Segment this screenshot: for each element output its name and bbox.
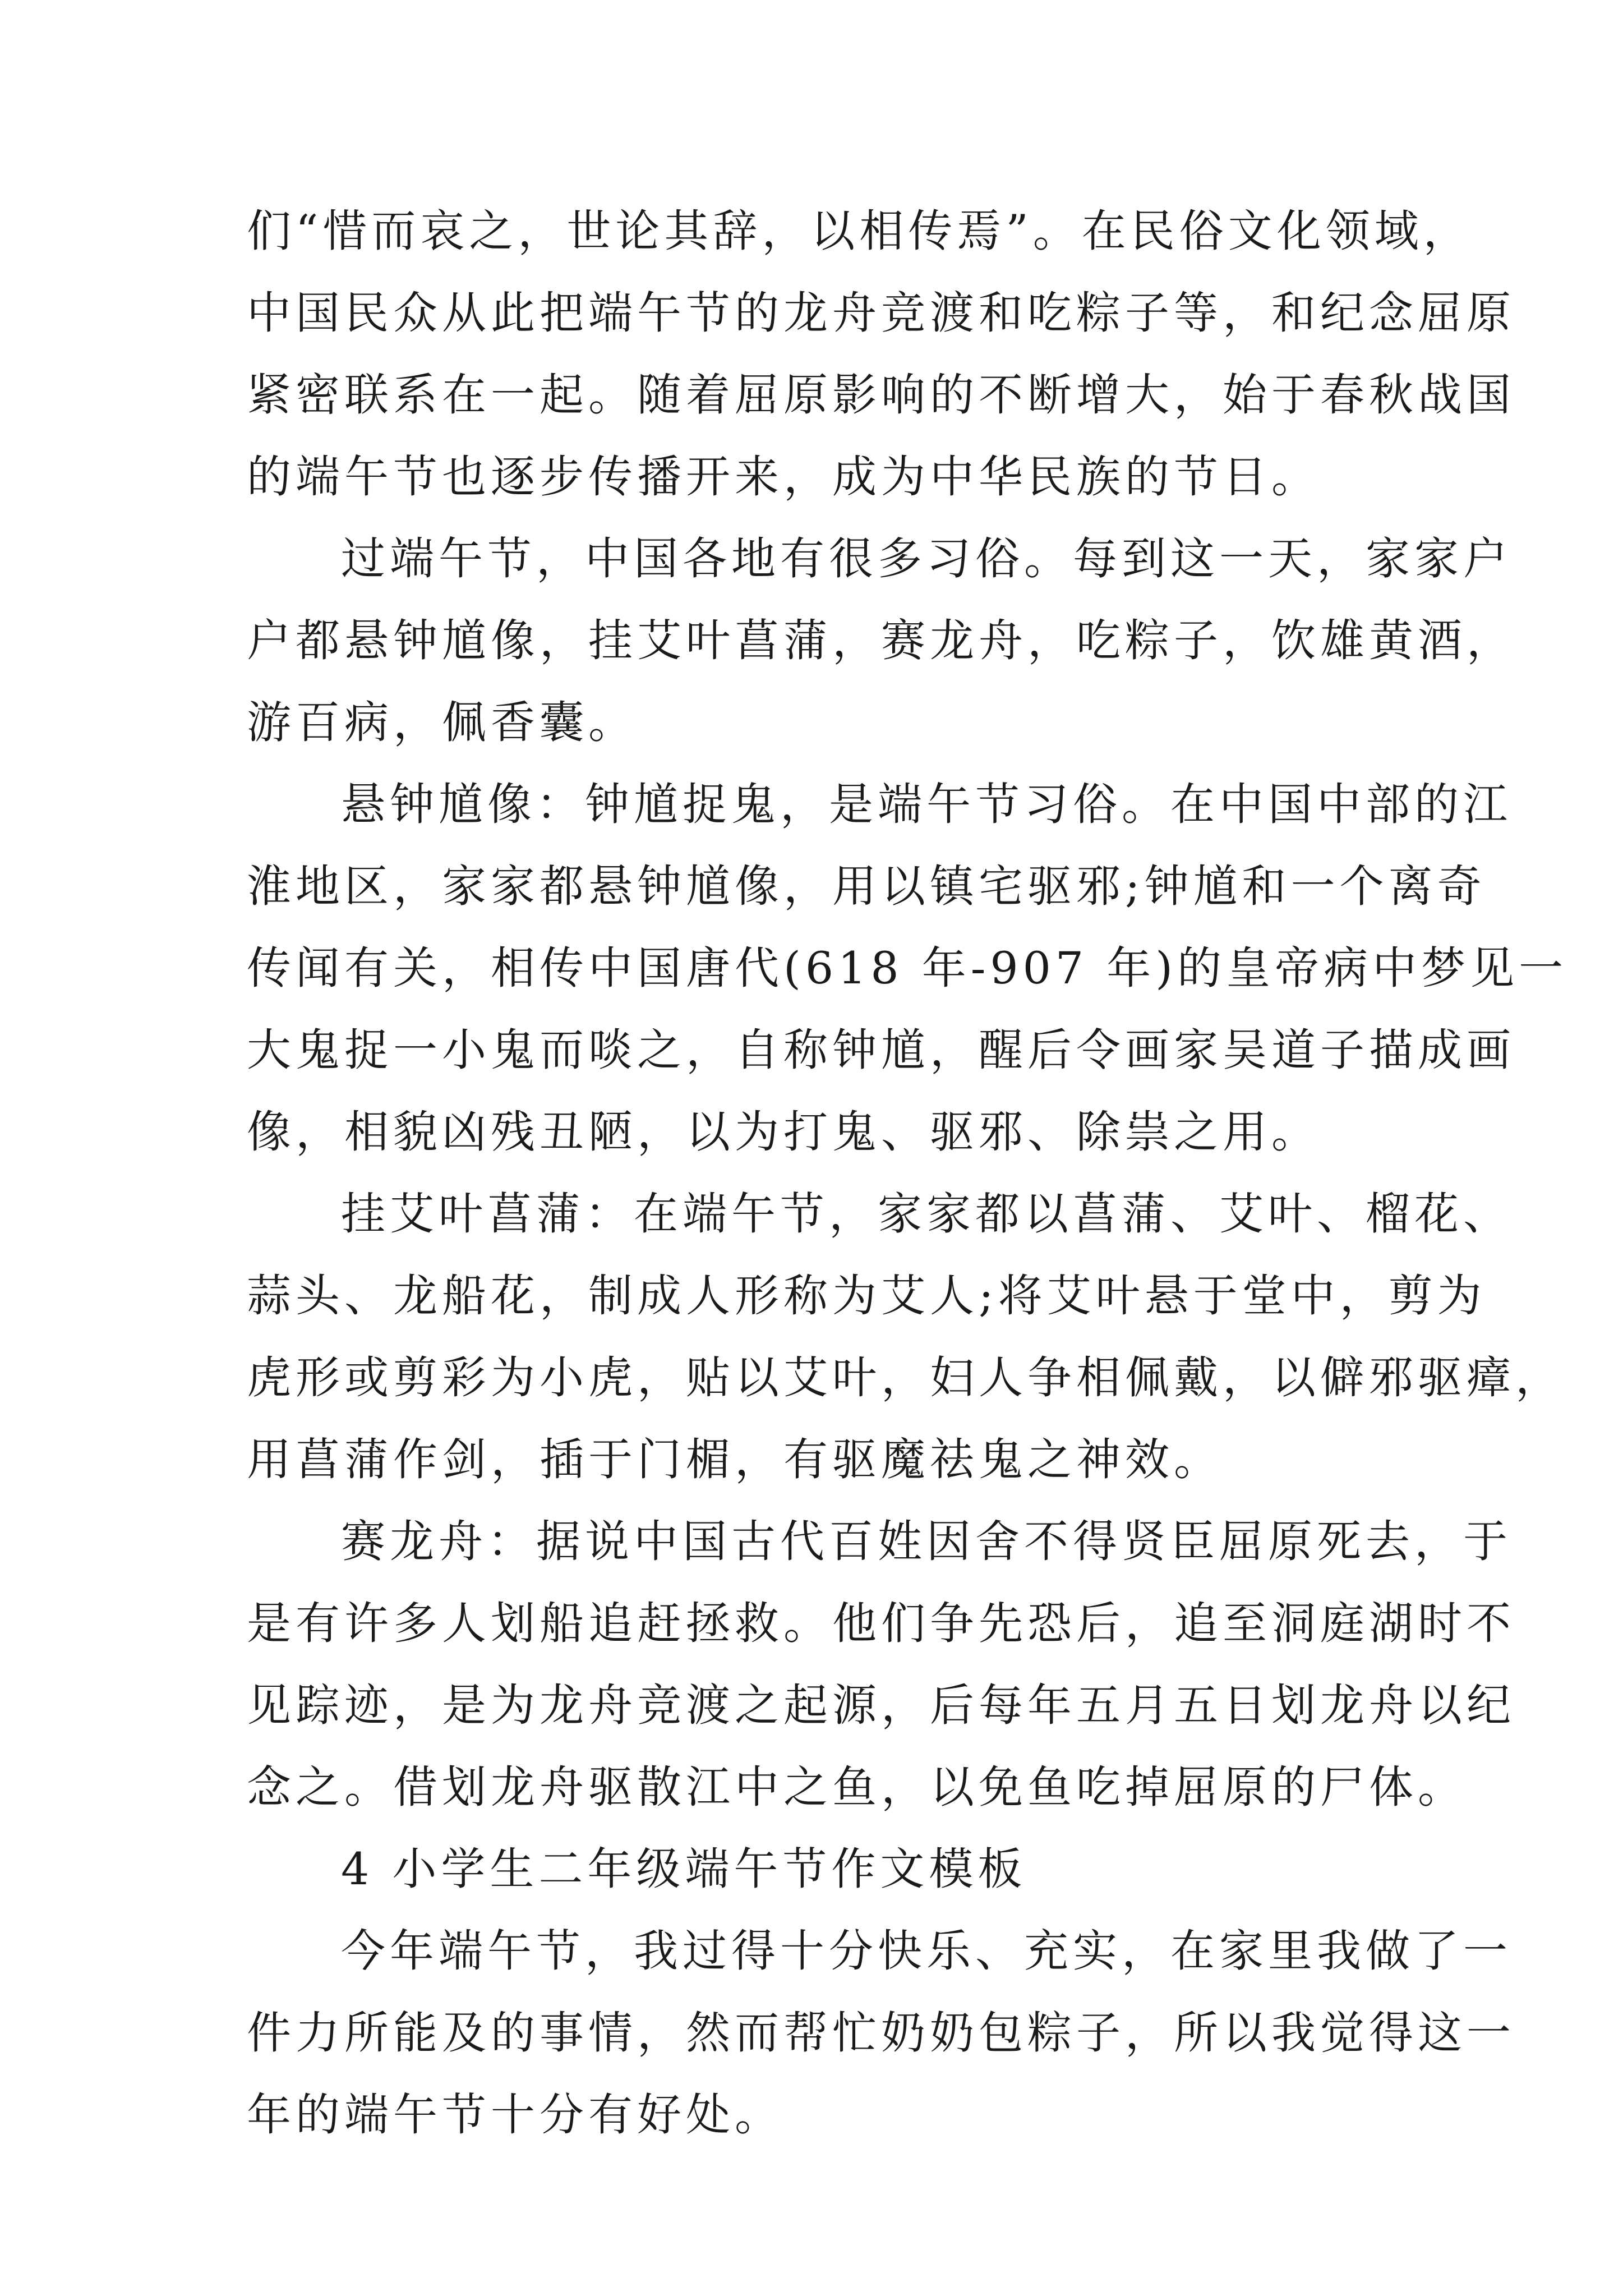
text-line: 见踪迹，是为龙舟竞渡之起源，后每年五月五日划龙舟以纪: [247, 1680, 1515, 1731]
text-line: 是有许多人划船追赶拯救。他们争先恐后，追至洞庭湖时不: [247, 1598, 1515, 1649]
text-line: 们“惜而哀之，世论其辞，以相传焉”。在民俗文化领域，: [247, 205, 1472, 257]
text-line: 用菖蒲作剑，插于门楣，有驱魔祛鬼之神效。: [247, 1434, 1223, 1485]
text-line: 传闻有关，相传中国唐代(618 年-907 年)的皇帝病中梦见一: [247, 942, 1568, 994]
text-line: 蒜头、龙船花，制成人形称为艾人;将艾叶悬于堂中，剪为: [247, 1270, 1486, 1322]
text-line: 件力所能及的事情，然而帮忙奶奶包粽子，所以我觉得这一: [247, 2007, 1515, 2059]
text-line: 的端午节也逐步传播开来，成为中华民族的节日。: [247, 451, 1320, 503]
text-line: 年的端午节十分有好处。: [247, 2089, 783, 2141]
text-line: 游百病，佩香囊。: [247, 697, 637, 748]
paragraph-first-line: 悬钟馗像：钟馗捉鬼，是端午节习俗。在中国中部的江: [341, 779, 1512, 830]
paragraph-first-line: 过端午节，中国各地有很多习俗。每到这一天，家家户: [341, 533, 1512, 585]
text-line: 户都悬钟馗像，挂艾叶菖蒲，赛龙舟，吃粽子，饮雄黄酒，: [247, 615, 1515, 666]
text-line: 虎形或剪彩为小虎，贴以艾叶，妇人争相佩戴，以僻邪驱瘴，: [247, 1352, 1564, 1404]
section-heading: 4 小学生二年级端午节作文模板: [341, 1843, 1027, 1895]
text-line: 中国民众从此把端午节的龙舟竞渡和吃粽子等，和纪念屈原: [247, 287, 1515, 339]
document-body: [247, 205, 1568, 2173]
paragraph-first-line: 今年端午节，我过得十分快乐、充实，在家里我做了一: [341, 1925, 1512, 1977]
paragraph-first-line: 赛龙舟：据说中国古代百姓因舍不得贤臣屈原死去，于: [341, 1516, 1512, 1567]
paragraph-first-line: 挂艾叶菖蒲：在端午节，家家都以菖蒲、艾叶、榴花、: [341, 1188, 1512, 1240]
text-line: 淮地区，家家都悬钟馗像，用以镇宅驱邪;钟馗和一个离奇: [247, 861, 1486, 912]
text-line: 像，相貌凶残丑陋，以为打鬼、驱邪、除祟之用。: [247, 1106, 1320, 1158]
text-line: 紧密联系在一起。随着屈原影响的不断增大，始于春秋战国: [247, 369, 1515, 421]
text-line: 大鬼捉一小鬼而啖之，自称钟馗，醒后令画家吴道子描成画: [247, 1024, 1515, 1076]
text-line: 念之。借划龙舟驱散江中之鱼，以免鱼吃掉屈原的尸体。: [247, 1761, 1467, 1813]
